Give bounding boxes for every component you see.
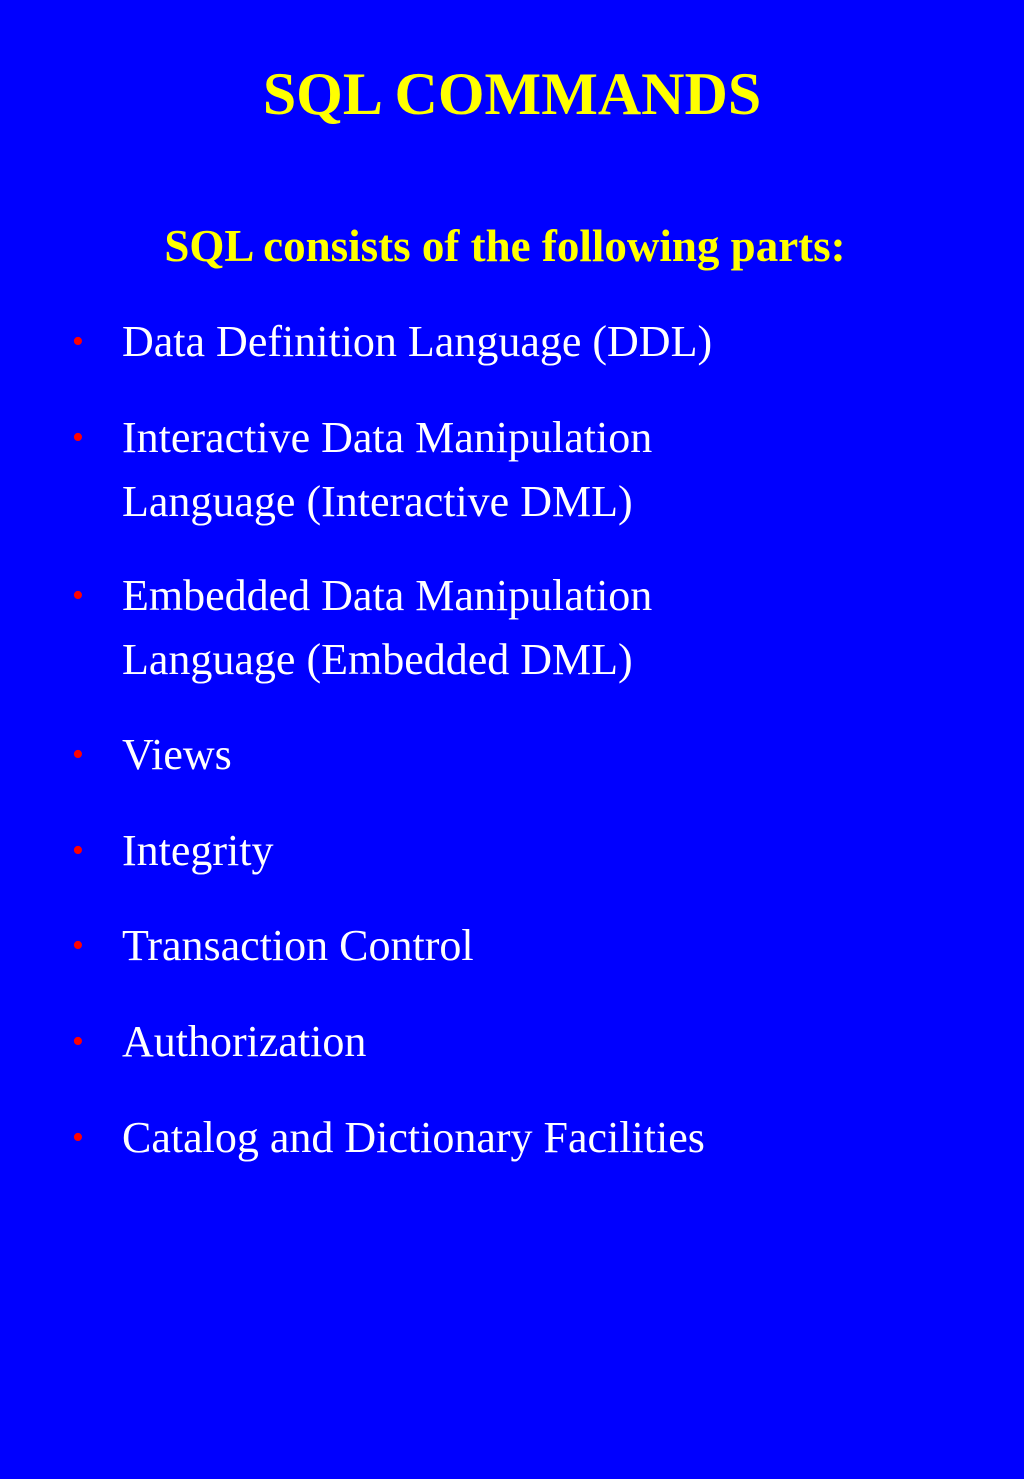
bullet-dot-icon: •: [72, 419, 84, 456]
bullet-text: [122, 406, 1002, 534]
bullet-line: Views: [122, 730, 232, 779]
bullet-dot-icon: •: [72, 1119, 84, 1156]
bullet-line: Language (Embedded DML): [122, 635, 633, 684]
bullet-text: [122, 564, 1002, 692]
bullet-line: Catalog and Dictionary Facilities: [122, 1113, 705, 1162]
bullet-text: [122, 310, 1002, 374]
slide-subtitle: SQL consists of the following parts:: [164, 221, 846, 271]
bullet-text: [122, 1106, 1002, 1170]
bullet-text: [122, 914, 1002, 978]
bullet-dot-icon: •: [72, 323, 84, 360]
bullet-text: [122, 819, 1002, 883]
bullet-line: Interactive Data Manipulation: [122, 413, 653, 462]
bullet-line: Data Definition Language (DDL): [122, 317, 713, 366]
bullet-line: Authorization: [122, 1017, 367, 1066]
bullet-dot-icon: •: [72, 832, 84, 869]
bullet-text: [122, 723, 1002, 787]
bullet-line: Embedded Data Manipulation: [122, 571, 653, 620]
bullet-text: [122, 1010, 1002, 1074]
bullet-dot-icon: •: [72, 1023, 84, 1060]
bullet-line: Language (Interactive DML): [122, 477, 633, 526]
slide-title: SQL COMMANDS: [262, 61, 762, 127]
bullet-line: Integrity: [122, 826, 274, 875]
bullet-dot-icon: •: [72, 927, 84, 964]
bullet-dot-icon: •: [72, 736, 84, 773]
bullet-dot-icon: •: [72, 577, 84, 614]
bullet-line: Transaction Control: [122, 921, 474, 970]
